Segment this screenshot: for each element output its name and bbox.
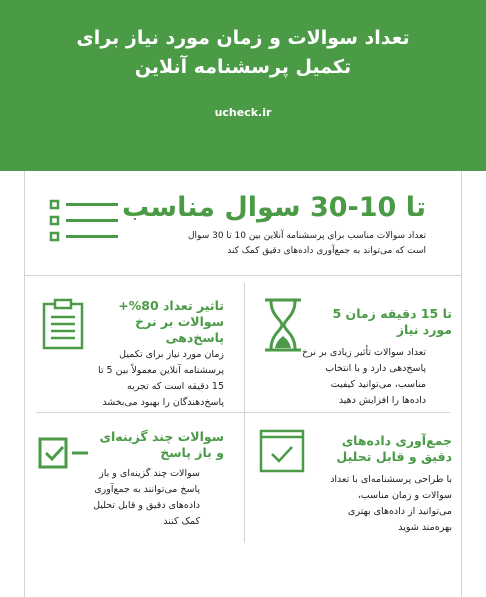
divider-middle bbox=[36, 412, 450, 413]
multi-heading: سوالات چند گزینه‌ای و باز پاسخ bbox=[99, 429, 224, 460]
time-heading: تا 15 دقیقه زمان 5 مورد نیاز bbox=[332, 306, 452, 337]
clipboard-icon bbox=[42, 298, 84, 350]
header-banner bbox=[0, 0, 486, 171]
page-title: تعداد سوالات و زمان مورد نیاز برای تکمیل پرسشنامه آنلاین bbox=[76, 27, 410, 78]
hourglass-icon bbox=[263, 298, 303, 352]
top-description: تعداد سوالات مناسب برای پرسشنامه آنلاین بین 10 تا 30 سوال است که می‌تواند به جمع‌آوری داده‌های دقیق کمک کند bbox=[188, 231, 426, 256]
frame-line-right bbox=[461, 171, 462, 597]
divider-center bbox=[244, 283, 245, 543]
frame-line-left bbox=[24, 171, 25, 597]
checkbox-icon bbox=[259, 429, 305, 473]
impact-description: زمان مورد نیاز برای تکمیل پرسشنامه آنلاین معمولاً بین 5 تا 15 دقیقه است که تجربه پاسخ‌دهندگان را بهبود می‌بخشد bbox=[97, 349, 224, 408]
data-heading: جمع‌آوری داده‌های دقیق و قابل تحلیل bbox=[336, 433, 452, 464]
top-title: تا 10-30 سوال مناسب bbox=[121, 192, 426, 223]
divider-top bbox=[24, 275, 462, 276]
site-url: ucheck.ir bbox=[214, 106, 272, 119]
data-description: با طراحی پرسشنامه‌ای با تعداد سوالات و زمان مناسب، می‌توانید از داده‌های بهتری بهره‌مند شوید bbox=[330, 474, 452, 533]
multi-description: سوالات چند گزینه‌ای و باز پاسخ می‌توانند به جمع‌آوری داده‌های دقیق و قابل تحلیل کمک کنند bbox=[93, 468, 200, 527]
impact-heading: تاثیر تعداد 80%+ سوالات بر نرخ پاسخ‌دهی bbox=[118, 298, 224, 345]
time-description: تعداد سوالات تأثیر زیادی بر نرخ پاسخ‌دهی دارد و با انتخاب مناسب، می‌توانید کیفیت داده‌ها را افزایش دهید bbox=[301, 347, 426, 406]
